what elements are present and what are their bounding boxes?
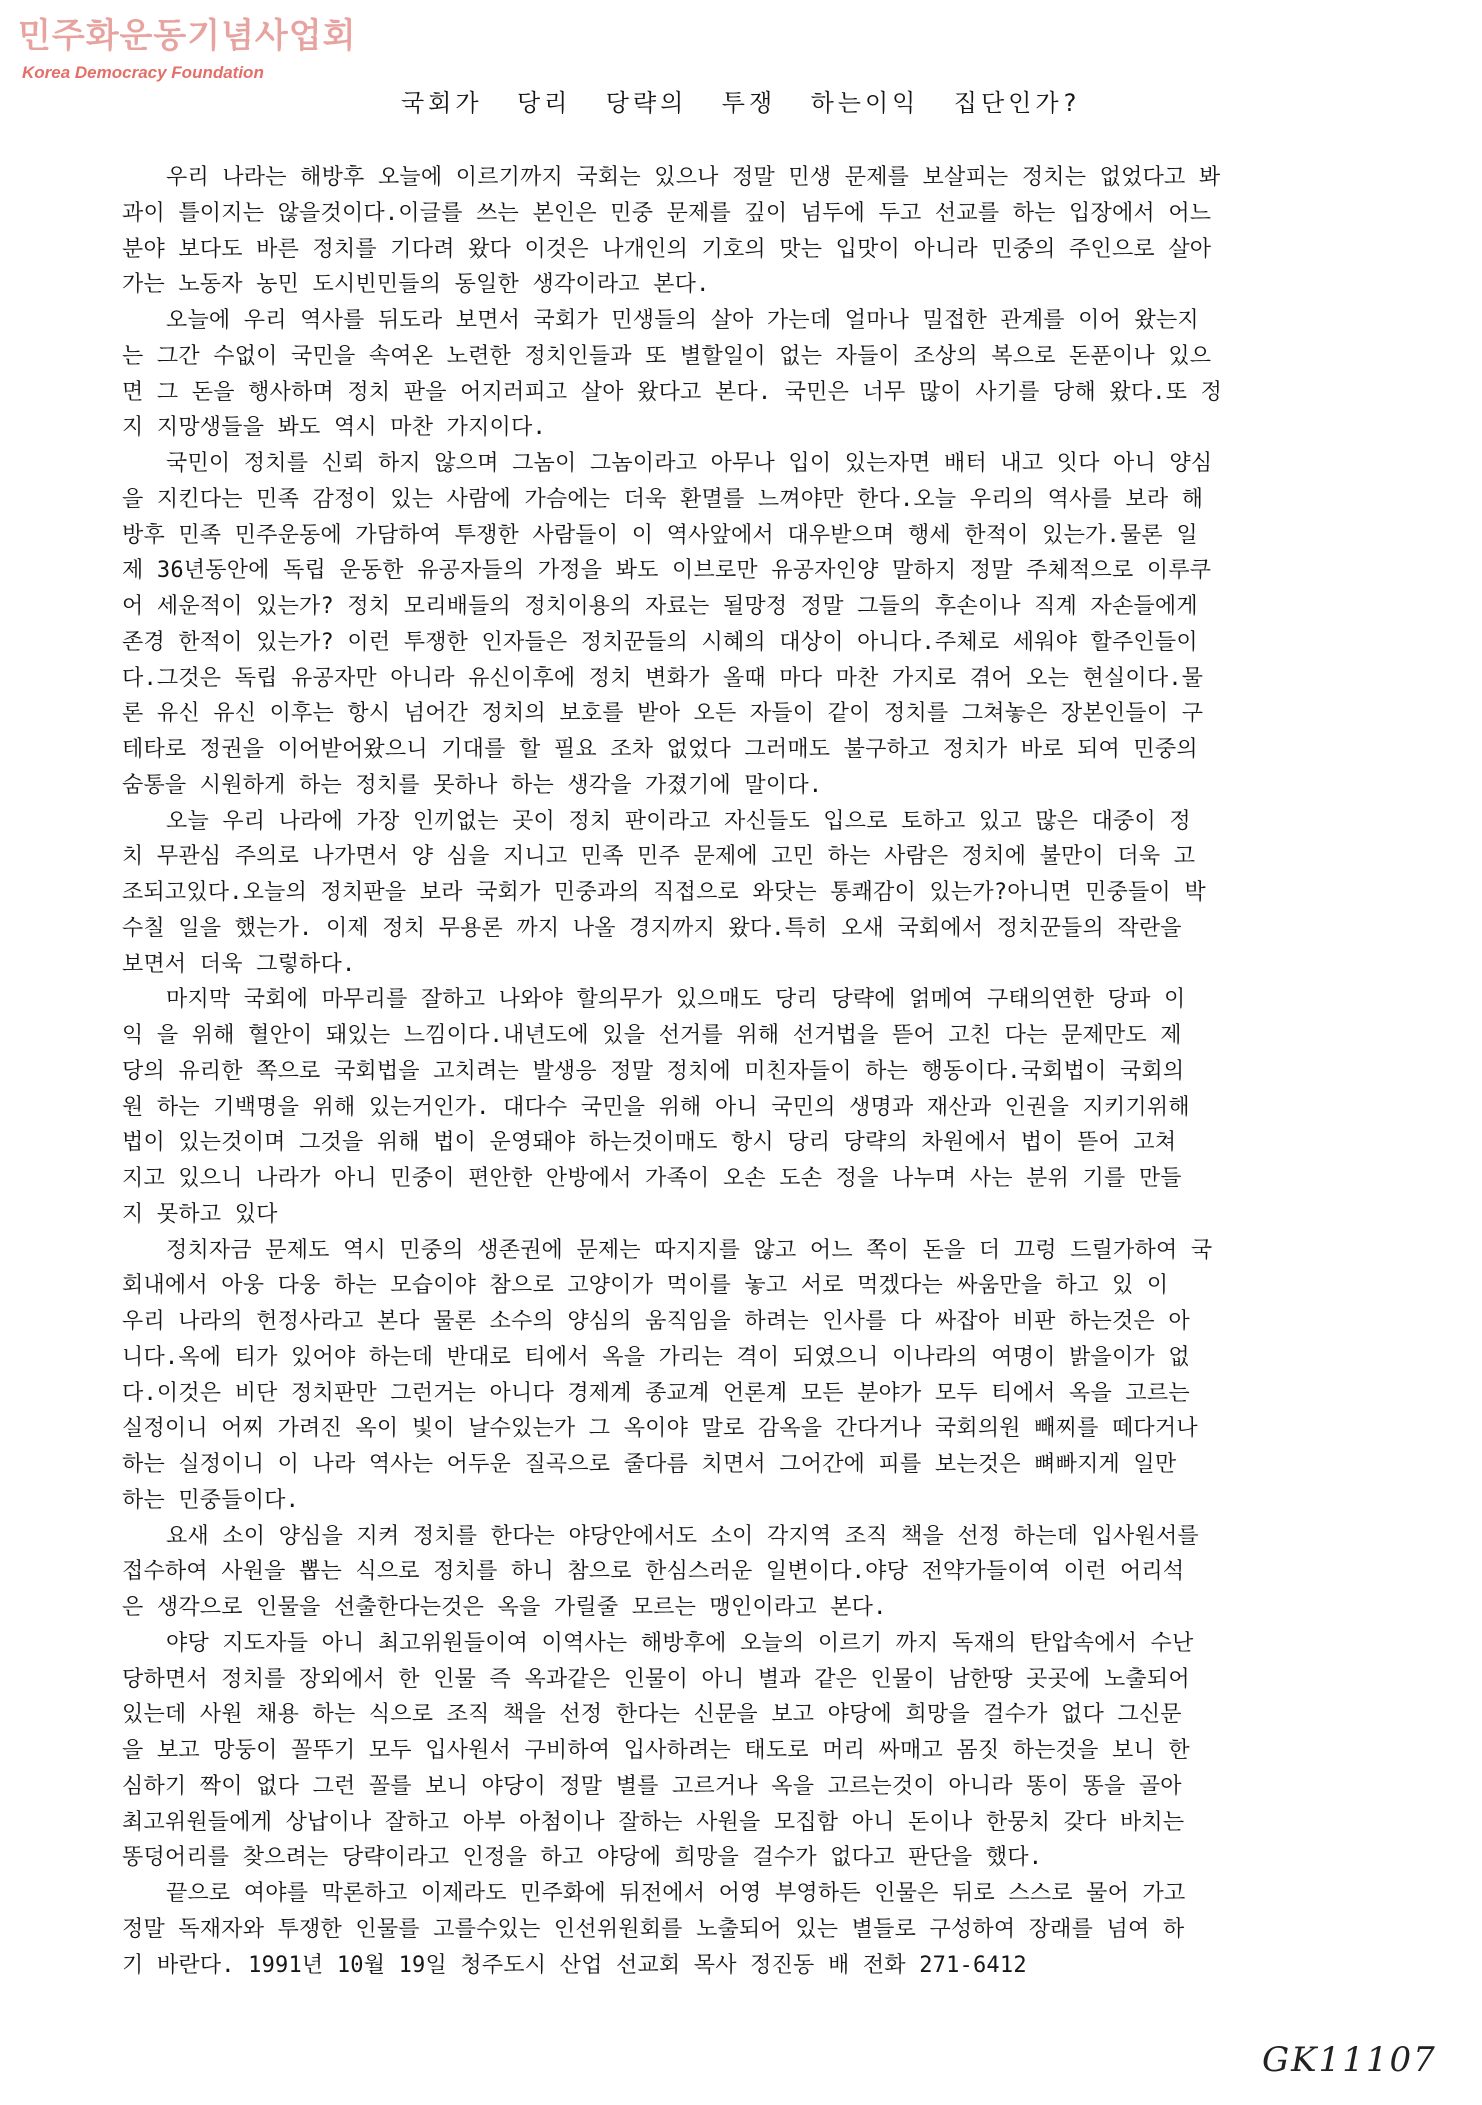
archive-code-handwritten: GK11107 [1262, 2040, 1437, 2080]
text-line: 을 지킨다는 민족 감정이 있는 사람에 가슴에는 더욱 환멸를 느껴야만 한다.오늘 우리의 역사를 보라 해 [122, 486, 1204, 512]
text-line: 치 무관심 주의로 나가면서 양 심을 지니고 민족 민주 문제에 고민 하는 사람은 정치에 불만이 더욱 고 [122, 844, 1196, 870]
text-line: 법이 있는것이며 그것을 위해 법이 운영돼야 하는것이매도 항시 당리 당략의 차원에서 법이 뜯어 고쳐 [122, 1130, 1177, 1156]
text-line: 하는 민중들이다. [122, 1487, 300, 1513]
text-line: 최고위원들에게 상납이나 잘하고 아부 아첨이나 잘하는 사원을 모집함 아니 돈이나 한뭉치 갖다 바치는 [122, 1809, 1185, 1835]
text-line: 은 생각으로 인물을 선출한다는것은 옥을 가릴줄 모르는 맹인이라고 본다. [122, 1595, 887, 1620]
text-line: 지 못하고 있다 [122, 1201, 278, 1227]
text-line: 똥덩어리를 찾으려는 당략이라고 인정을 하고 야당에 희망을 걸수가 없다고 판단을 했다. [122, 1845, 1043, 1871]
document-title: 국회가 당리 당략의 투쟁 하는이익 집단인가? [400, 89, 1081, 117]
text-line: 마지막 국회에 마무리를 잘하고 나와야 할의무가 있으매도 당리 당략에 얽메여 구태의연한 당파 이 [166, 987, 1186, 1013]
text-line: 수칠 일을 했는가. 이제 정치 무용론 까지 나올 경지까지 왔다.특히 오새 국회에서 정치꾼들의 작란을 [122, 915, 1182, 941]
text-line: 니다.옥에 티가 있어야 하는데 반대로 티에서 옥을 가리는 격이 되였으니 이나라의 여명이 밝을이가 없 [122, 1344, 1190, 1370]
text-line: 오늘 우리 나라에 가장 인끼없는 곳이 정치 판이라고 자신들도 입으로 토하고 있고 많은 대중이 정 [166, 808, 1191, 834]
watermark-korean: 민주화운동기념사업회 [18, 16, 357, 56]
text-line: 원 하는 기백명을 위해 있는거인가. 대다수 국민을 위해 아니 국민의 생명과 재산과 인권을 지키기위해 [122, 1094, 1190, 1120]
text-line: 다.이것은 비단 정치판만 그런거는 아니다 경제계 종교계 언론계 모든 분야가 모두 티에서 옥을 고르는 [122, 1380, 1190, 1406]
text-line: 숨통을 시원하게 하는 정치를 못하나 하는 생각을 가졌기에 말이다. [122, 772, 823, 798]
text-line: 당의 유리한 쪽으로 국회법을 고치려는 발생응 정말 정치에 미친자들이 하는 행동이다.국회법이 국회의 [122, 1058, 1185, 1084]
text-line: 지고 있으니 나라가 아니 민중이 편안한 안방에서 가족이 오손 도손 정을 나누며 사는 분위 기를 만들 [122, 1166, 1182, 1191]
text-line: 조되고있다.오늘의 정치판을 보라 국회가 민중과의 직접으로 와닷는 통쾌감이 있는가?아니면 민중들이 박 [122, 880, 1206, 905]
text-line: 있는데 사원 채용 하는 식으로 조직 책을 선정 한다는 신문을 보고 야당에 희망을 걸수가 없다 그신문 [122, 1702, 1182, 1728]
document-body [122, 160, 1362, 1983]
text-line: 당하면서 정치를 장외에서 한 인물 즉 옥과같은 인물이 아니 별과 같은 인물이 남한땅 곳곳에 노출되어 [122, 1666, 1190, 1692]
text-line: 심하기 짝이 없다 그런 꼴를 보니 야당이 정말 별를 고르거나 옥을 고르는것이 아니라 똥이 똥을 골아 [122, 1773, 1182, 1799]
text-line: 실정이니 어찌 가려진 옥이 빛이 날수있는가 그 옥이야 말로 감옥을 간다거나 국회의원 빼찌를 떼다거나 [122, 1416, 1198, 1442]
text-line: 테타로 정권을 이어받어왔으니 기대를 할 필요 조차 없었다 그러매도 불구하고 정치가 바로 되여 민중의 [122, 737, 1198, 762]
text-line: 분야 보다도 바른 정치를 기다려 왔다 이것은 나개인의 기호의 맛는 입맛이 아니라 민중의 주인으로 살아 [122, 236, 1212, 262]
text-line: 익 을 위해 혈안이 돼있는 느낌이다.내년도에 있을 선거를 위해 선거법을 뜯어 고친 다는 문제만도 제 [122, 1023, 1182, 1048]
text-line: 요새 소이 양심을 지켜 정치를 한다는 야당안에서도 소이 각지역 조직 책을 선정 하는데 입사원서를 [166, 1523, 1199, 1549]
text-line: 야당 지도자들 아니 최고위원들이여 이역사는 해방후에 오늘의 이르기 까지 독재의 탄압속에서 수난 [166, 1630, 1194, 1656]
text-line: 다.그것은 독립 유공자만 아니라 유신이후에 정치 변화가 올때 마다 마찬 가지로 겪어 오는 현실이다.물 [122, 665, 1204, 691]
text-line: 정치자금 문제도 역시 민중의 생존권에 문제는 따지지를 않고 어느 쪽이 돈을 더 끄렁 드릴가하여 국 [166, 1237, 1213, 1263]
text-line: 과이 틀이지는 않을것이다.이글를 쓰는 본인은 민중 문제를 깊이 넘두에 두고 선교를 하는 입장에서 어느 [122, 200, 1212, 226]
text-line: 는 그간 수없이 국민을 속여온 노련한 정치인들과 또 별할일이 없는 자들이 조상의 복으로 돈푼이나 있으 [122, 343, 1212, 369]
text-line: 하는 실정이니 이 나라 역사는 어두운 질곡으로 줄다름 치면서 그어간에 피를 보는것은 뼈빠지게 일만 [122, 1452, 1177, 1477]
watermark-english: Korea Democracy Foundation [22, 63, 264, 82]
text-line: 오늘에 우리 역사를 뒤도라 보면서 국회가 민생들의 살아 가는데 얼마나 밀접한 관계를 이어 왔는지 [166, 308, 1199, 333]
text-line: 제 36년동안에 독립 운동한 유공자들의 가정을 봐도 이브로만 유공자인양 말하지 정말 주체적으로 이루쿠 [122, 558, 1212, 584]
text-line: 접수하여 사원을 뽑는 식으로 정치를 하니 참으로 한심스러운 일변이다.야당 전약가들이여 이런 어리석 [122, 1559, 1185, 1585]
text-line: 우리 나라는 해방후 오늘에 이르기까지 국회는 있으나 정말 민생 문제를 보살피는 정치는 없었다고 봐 [166, 165, 1221, 190]
text-line: 을 보고 망둥이 꼴뚜기 모두 입사원서 구비하여 입사하려는 태도로 머리 싸매고 몸짓 하는것을 보니 한 [122, 1738, 1190, 1763]
text-line: 보면서 더욱 그렇하다. [122, 951, 356, 977]
text-line: 면 그 돈을 행사하며 정치 판을 어지러피고 살아 왔다고 본다. 국민은 너무 많이 사기를 당해 왔다.또 정 [122, 379, 1223, 405]
text-line: 가는 노동자 농민 도시빈민들의 동일한 생각이라고 본다. [122, 272, 710, 298]
text-line: 방후 민족 민주운동에 가담하여 투쟁한 사람들이 이 역사앞에서 대우받으며 행세 한적이 있는가.물론 일 [122, 522, 1198, 548]
text-line: 기 바란다. 1991년 10월 19일 청주도시 산업 선교회 목사 정진동 배 전화 271-6412 [122, 1952, 1027, 1978]
text-line: 존경 한적이 있는가? 이런 투쟁한 인자들은 정치꾼들의 시혜의 대상이 아니다.주체로 세워야 할주인들이 [122, 629, 1198, 655]
text-line: 우리 나라의 헌정사라고 본다 물론 소수의 양심의 움직임을 하려는 인사를 다 싸잡아 비판 하는것은 아 [122, 1309, 1190, 1334]
text-line: 론 유신 유신 이후는 항시 넘어간 정치의 보호를 받아 오든 자들이 같이 정치를 그쳐놓은 장본인들이 구 [122, 701, 1204, 727]
text-line: 정말 독재자와 투쟁한 인물를 고를수있는 인선위원회를 노출되어 있는 별들로 구성하여 장래를 넘여 하 [122, 1916, 1185, 1942]
text-line: 어 세운적이 있는가? 정치 모리배들의 정치이용의 자료는 될망정 정말 그들의 후손이나 직계 자손들에게 [122, 594, 1198, 619]
text-line: 회내에서 아웅 다웅 하는 모습이야 참으로 고양이가 먹이를 놓고 서로 먹겠다는 싸움만을 하고 있 이 [122, 1273, 1169, 1299]
text-line: 국민이 정치를 신뢰 하지 않으며 그놈이 그놈이라고 아무나 입이 있는자면 배터 내고 잇다 아니 양심 [166, 451, 1213, 476]
text-line: 지 지망생들을 봐도 역시 마찬 가지이다. [122, 415, 546, 441]
text-line: 끝으로 여야를 막론하고 이제라도 민주화에 뒤전에서 어영 부영하든 인물은 뒤로 스스로 물어 가고 [166, 1881, 1186, 1906]
